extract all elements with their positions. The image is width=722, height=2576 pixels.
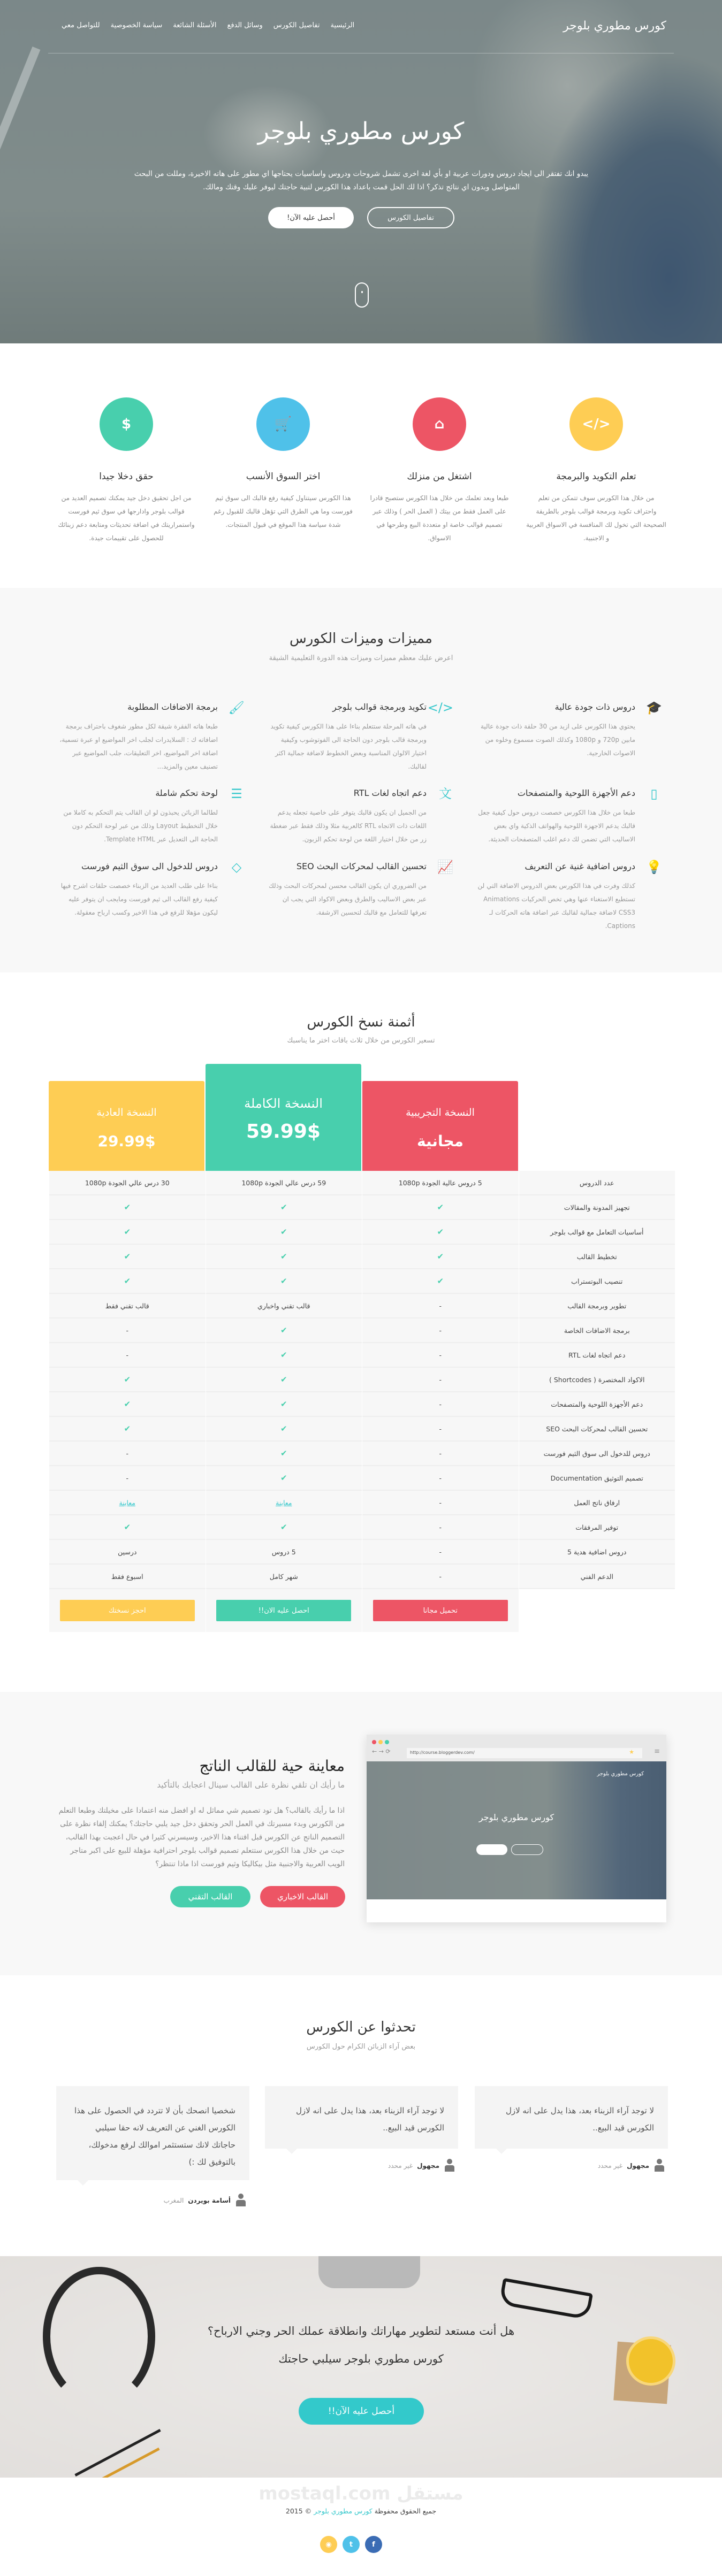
user-icon	[653, 2159, 665, 2173]
plan-name: النسخة الكاملة	[244, 1096, 323, 1111]
cta-get-now-button[interactable]: أحصل عليه الآن!!	[299, 2398, 424, 2425]
feature-text: طبعا من خلال هذا الكورس خصصت دروس حول كيفية جعل قالبك يدعم الاجهزة اللوحية والهواتف الذكية واي بعض الاساليب التي تضمن لك دعم اغلب المتصفحات الحديثة.	[478, 809, 635, 843]
pricing-cell	[206, 1442, 362, 1466]
pricing-cell	[49, 1245, 206, 1269]
pricing-cell	[206, 1515, 362, 1540]
pricing-cell	[49, 1466, 206, 1491]
intro-feature-text: من خلال هذا الكورس سوف تتمكن من تعلم واحتراف تكويد وبرمجة قوالب بلوجر بالطريقة الصحيحة التي تخول لك المنافسة في الاسواق العربية و الاجنبية.	[526, 494, 666, 542]
cell-value: -	[126, 1449, 129, 1458]
get-now-button[interactable]: أحصل عليه الآن!	[268, 207, 354, 228]
pricing-cell	[206, 1245, 362, 1269]
pricing-cell	[49, 1171, 206, 1195]
feature-title: دعم الأجهزة اللوحية والمتصفحات	[517, 788, 635, 798]
author-name: مجهول	[417, 2162, 439, 2169]
pricing-cell	[206, 1466, 362, 1491]
cell-value: -	[439, 1326, 442, 1335]
check-icon: ✔	[124, 1276, 131, 1286]
author-name: أسامة بويردن	[188, 2197, 231, 2204]
watermark-logo: مستقل mostaql.com	[259, 2483, 463, 2504]
check-icon: ✔	[124, 1202, 131, 1212]
language-icon: 文	[439, 786, 452, 801]
pricing-row	[49, 1245, 675, 1269]
check-icon: ✔	[280, 1350, 287, 1360]
feature-text: بناءا على طلب العديد من الزبناء خصصت حلقات اشرح فيها كيفية رفع القالب الى ثيم فورست ومايجب ان يتوفر عليه ليكون مؤهلا للرفع في هذا الاخير وكسب ارباح معقولة.	[60, 882, 218, 916]
minimize-dot-icon	[378, 1740, 383, 1744]
testimonials-subtitle: بعض آراء الزبائن الكرام حول الكورس	[306, 2043, 416, 2051]
pricing-cell	[49, 1540, 206, 1565]
cell-value: اسبوع فقط	[111, 1572, 143, 1581]
pricing-cell	[362, 1269, 519, 1294]
nav-payment[interactable]: وسائل الدفع	[227, 21, 263, 29]
copyright-year: © 2015	[285, 2507, 312, 2515]
pricing-row	[49, 1220, 675, 1245]
testimonial-text: لا توجد آراء الزبناء بعد، هذا يدل على انه لازل الكورس قيد البيع..	[505, 2106, 654, 2133]
nav-faq[interactable]: الأسئلة الشائعة	[173, 21, 217, 29]
cell-value: -	[126, 1474, 129, 1482]
pricing-cell	[362, 1442, 519, 1466]
feature-text: طبعا هاته الفقرة شيقة لكل مطور شغوف باحتراف برمجة اضافاته ك : السلايدرات لجلب اخر المواضيع او عبرة تسمية، اضافة اخر المواضيع، اخر التعليقات، جلب المواضيع عبر تصنيف معين والمزيد...	[59, 723, 218, 770]
pricing-row	[49, 1466, 675, 1491]
cell-value: -	[439, 1400, 442, 1408]
pricing-cell	[49, 1442, 206, 1466]
cell-value: -	[439, 1301, 442, 1310]
pricing-cell	[362, 1565, 519, 1589]
testimonial-box	[56, 2086, 249, 2180]
copyright-text: جميع الحقوق محفوظة	[374, 2507, 437, 2515]
check-icon: ✔	[280, 1227, 287, 1237]
preview-link[interactable]: معاينة	[119, 1498, 135, 1507]
pricing-cell	[362, 1466, 519, 1491]
pricing-row	[49, 1343, 675, 1368]
cell-value: -	[439, 1375, 442, 1384]
author-name: مجهول	[627, 2162, 649, 2169]
plan-price: 59.99$	[246, 1121, 321, 1143]
dollar-icon: $	[100, 397, 153, 451]
pricing-feature-label: أساسيات التعامل مع قوالب بلوجر	[519, 1220, 675, 1245]
testimonials-section	[0, 1975, 722, 2256]
feature-title: دروس للدخول الى سوق الثيم فورست	[81, 861, 218, 871]
pricing-button-cell	[362, 1589, 519, 1632]
preview-text: اذا ما رأيك بالقالب؟ هل تود تصميم شي مماثل له او افضل منه اعتمادا على مخيلتك وطبعا التعلم من الكورس وبدء مسيرتك في العمل الحر وتحقق دخل جيد يلبي حاجتك؟ يمكنك إلقاء نظرة على التصميم الناتج عن الكورس قبل اقتناء هذا الاخير، وسيسرني كثيرا في حال اعجبت بهذا القالب، حيث من خلال هذا الكورس ستتعلم تصميم قوالب بلوجر احترافية مؤهلة للبيع على اكبر متاجر الويب العربية والاجنبية مثل بيكاليكا وثيم فورست اذا ماذا تنتظر؟	[58, 1806, 345, 1868]
pricing-cell	[362, 1294, 519, 1318]
intro-feature	[526, 397, 666, 545]
feature-text: في هاته المرحلة ستتعلم بناءا على هذا الكورس كيفية تكويد وبرمجة قالب بلوجر دون الحاجة الى الفوتوشوب وكيفية اختيار الالوان المناسبة وبعض الخطوط لاضافة جمالية اكثر لقالبك.	[270, 723, 427, 770]
cell-value: 5 دروس عالية الجودة 1080p	[398, 1178, 482, 1187]
intro-feature-title: اشتغل من منزلك	[407, 471, 472, 482]
diamond-icon: ◇	[231, 860, 242, 875]
cta-headline: هل أنت مستعد لتطوير مهاراتك وانطلاقة عملك الحر وجني الارباح؟	[207, 2325, 515, 2337]
feature-title: تحسين القالب لمحركات البحث SEO	[296, 861, 427, 871]
pricing-cell	[362, 1195, 519, 1220]
pricing-table	[49, 1171, 675, 1632]
feature-item	[265, 788, 458, 846]
browser-chrome	[367, 1735, 666, 1761]
news-template-button[interactable]: القالب الاخباري	[260, 1886, 345, 1907]
course-details-button[interactable]: تفاصيل الكورس	[367, 207, 454, 228]
site-logo[interactable]: كورس مطوري بلوجر	[563, 19, 666, 33]
pricing-button-cell	[49, 1589, 206, 1632]
pricing-cell	[206, 1392, 362, 1417]
check-icon: ✔	[124, 1522, 131, 1532]
pricing-title: أثمنة نسخ الكورس	[307, 1014, 415, 1030]
preview-link[interactable]: معاينة	[276, 1498, 292, 1507]
pricing-row	[49, 1515, 675, 1540]
pricing-feature-label: دروس للدخول الى سوق الثيم فورست	[519, 1442, 675, 1466]
maximize-dot-icon	[385, 1740, 389, 1744]
pricing-cell	[362, 1540, 519, 1565]
features-section	[0, 588, 722, 972]
feature-item	[474, 702, 666, 760]
pricing-row	[49, 1417, 675, 1442]
hero-text: يبدو انك تفتقر الى ايجاد دروس ودورات عربية او بأي لغة اخرى تشمل شروحات ودروس واساسيات يحتاجها اي مطور على هاته الاخيرة، ومللت من البحث المتواصل وبدون اي نتائج تذكر؟ اذا لك الحل قمت باعداد هذا الكورس لتبية حاجتك ليوفر عليك وقتك ومالك.	[134, 170, 589, 191]
cell-value: قالب تقني فقط	[105, 1301, 149, 1310]
pencil-decoration	[97, 2448, 159, 2478]
copyright	[0, 2507, 722, 2515]
pricing-cell	[206, 1294, 362, 1318]
pricing-cell	[49, 1515, 206, 1540]
pricing-cell	[206, 1565, 362, 1589]
cell-value: 5 دروس	[271, 1547, 296, 1556]
user-icon	[444, 2159, 455, 2173]
cell-value: شهر كامل	[269, 1572, 298, 1581]
lightbulb-icon: 💡	[646, 860, 662, 875]
browser-screen	[367, 1761, 666, 1899]
check-icon: ✔	[437, 1227, 444, 1237]
tablet-icon: ▯	[650, 786, 658, 801]
plan-card	[49, 1081, 204, 1171]
nav-home[interactable]: الرئيسية	[330, 21, 355, 29]
pricing-cell	[49, 1220, 206, 1245]
feature-title: تكويد وبرمجة قوالب بلوجر	[332, 702, 427, 712]
pricing-feature-label: تحسين القالب لمحركات البحث SEO	[519, 1417, 675, 1442]
pricing-feature-label: تنصيب البوتستراب	[519, 1269, 675, 1294]
plan-button[interactable]: تحميل مجانا	[373, 1600, 508, 1621]
pricing-cell	[362, 1343, 519, 1368]
cell-value: درسين	[118, 1547, 137, 1556]
cell-value: -	[439, 1474, 442, 1482]
star-icon: ★	[629, 1749, 634, 1755]
pricing-feature-label: الدعم الفني	[519, 1565, 675, 1589]
features-subtitle: اعرض عليك معظم مميزات وميزات هذه الدورة التعليمية الشيقة	[269, 654, 453, 662]
feature-item	[56, 702, 249, 773]
pricing-row	[49, 1195, 675, 1220]
testimonials-title: تحدثوا عن الكورس	[306, 2019, 416, 2035]
plan-button[interactable]: احجز نسختك	[60, 1600, 195, 1621]
check-icon: ✔	[280, 1375, 287, 1384]
glasses-decoration	[499, 2278, 593, 2320]
check-icon: ✔	[280, 1252, 287, 1261]
pricing-button-cell	[206, 1589, 362, 1632]
pricing-cell	[362, 1220, 519, 1245]
twitter-icon[interactable]: t	[343, 2536, 360, 2553]
intro-feature-title: اختر السوق الأنسب	[246, 471, 321, 482]
user-icon	[235, 2194, 247, 2207]
pricing-row	[49, 1392, 675, 1417]
feature-text: من الضروري ان يكون القالب محسن لمحركات البحث وذلك عبر بعض الاساليب والطرق وبعض الاكواد التي يجب ان تعرفها للتعامل مع قالبك لتحسين الارشفة.	[268, 882, 427, 916]
intro-feature	[369, 397, 510, 545]
pricing-cell	[49, 1368, 206, 1392]
close-dot-icon	[372, 1740, 376, 1744]
pricing-subtitle: تسعير الكورس من خلال ثلاث باقات اختر ما يناسبك	[287, 1037, 435, 1045]
check-icon: ✔	[280, 1276, 287, 1286]
pricing-cell	[206, 1417, 362, 1442]
pricing-section	[0, 972, 722, 1692]
pricing-cell	[206, 1195, 362, 1220]
cta-subheadline: كورس مطوري بلوجر سيلبي حاجتك	[278, 2352, 444, 2365]
pricing-feature-label: دعم الأجهزة اللوحية والمتصفحات	[519, 1392, 675, 1417]
intro-section	[0, 343, 722, 588]
pricing-cell	[206, 1368, 362, 1392]
plan-card	[206, 1064, 361, 1171]
feature-item	[474, 788, 666, 846]
pricing-cell	[206, 1269, 362, 1294]
testimonial-box	[265, 2086, 458, 2149]
pricing-feature-label: توفير المرفقات	[519, 1515, 675, 1540]
lamp-decoration	[0, 47, 40, 327]
pricing-row	[49, 1540, 675, 1565]
graduation-cap-icon: 🎓	[646, 700, 662, 715]
pricing-feature-label: دعم اتجاه لغات RTL	[519, 1343, 675, 1368]
pricing-cell	[362, 1491, 519, 1515]
feature-item	[56, 861, 249, 919]
check-icon: ✔	[124, 1227, 131, 1237]
pricing-row	[49, 1368, 675, 1392]
sliders-icon: ☰	[231, 786, 242, 801]
check-icon: ✔	[280, 1399, 287, 1409]
pricing-cell	[49, 1294, 206, 1318]
intro-feature-title: تعلم التكويد والبرمجة	[556, 471, 636, 482]
pricing-row	[49, 1442, 675, 1466]
cell-value: -	[126, 1326, 129, 1335]
cell-value: -	[439, 1523, 442, 1531]
pricing-cell	[49, 1195, 206, 1220]
cell-value: 59 درس عالي الجودة 1080p	[241, 1178, 326, 1187]
hero-section	[0, 0, 722, 343]
intro-feature	[213, 397, 353, 532]
pricing-feature-label: تطوير وبرمجة القالب	[519, 1294, 675, 1318]
intro-feature-text: من اجل تحقيق دخل جيد يمكنك تصميم العديد من قوالب بلوجر وادارجها في سوق ثيم فورست واستمراريتك في اضافة تحديثات ومتابعة دعم زبنائك للحصول على تقييمات جيدة.	[58, 494, 195, 542]
nav-course-details[interactable]: تفاصيل الكورس	[273, 21, 320, 29]
pricing-row	[49, 1294, 675, 1318]
cell-value: -	[439, 1351, 442, 1359]
browser-url: http://course.bloggerdev.com/	[407, 1748, 642, 1758]
author-location: غير محدد	[387, 2162, 413, 2169]
cell-value: -	[439, 1449, 442, 1458]
feature-title: برمجة الاضافات المطلوبة	[127, 702, 218, 712]
check-icon: ✔	[280, 1424, 287, 1433]
cell-value: -	[126, 1351, 129, 1359]
cell-value: -	[439, 1572, 442, 1581]
pricing-feature-label: تخطيط القالب	[519, 1245, 675, 1269]
pricing-cell	[49, 1491, 206, 1515]
testimonial-text: لا توجد آراء الزبناء بعد، هذا يدل على انه لازل الكورس قيد البيع..	[295, 2106, 444, 2133]
author-location: غير محدد	[597, 2162, 623, 2169]
mini-hero-title: كورس مطوري بلوجر	[478, 1812, 554, 1822]
pricing-cell	[49, 1417, 206, 1442]
pricing-cell	[362, 1245, 519, 1269]
cart-icon: 🛒	[256, 397, 310, 451]
check-icon: ✔	[280, 1448, 287, 1458]
feature-title: دعم اتجاه لغات RTL	[353, 788, 427, 798]
pricing-cell	[49, 1565, 206, 1589]
pricing-row	[49, 1491, 675, 1515]
plan-button[interactable]: احصل عليه الان!!	[216, 1600, 351, 1621]
pricing-feature-label: الاكواد المختصرة ( Shortcodes )	[519, 1368, 675, 1392]
testimonial-text: شخصيا انصحك بأن لا تتردد في الحصول على هذا الكورس الغني عن التعريف لانه حقا سيلبي حاجاتك لانك ستستثمر اموالك لرفع مدخولك، بالتوفيق لك :)	[74, 2106, 235, 2167]
preview-subtitle: ما رأيك ان تلقي نظرة على القالب سينال اعجابك بالتأكيد	[157, 1780, 345, 1790]
pricing-feature-label: تصميم التوثيق Documentation	[519, 1466, 675, 1491]
pricing-cell	[206, 1491, 362, 1515]
intro-feature	[56, 397, 196, 545]
check-icon: ✔	[437, 1252, 444, 1261]
nav-arrows-icon: ← → ⟳	[372, 1748, 391, 1755]
pricing-feature-label: دروس اضافية هدية 5	[519, 1540, 675, 1565]
check-icon: ✔	[437, 1202, 444, 1212]
feature-text: يحتوي هذا الكورس على ازيد من 30 حلقة ذات جودة عالية مابين 720p و 1080p وكذلك الصوت مسموع وخلوه من الاصوات الخارجية.	[480, 723, 635, 757]
pricing-cell	[362, 1318, 519, 1343]
empty-cell	[519, 1589, 675, 1632]
nav-contact[interactable]: للتواصل معي	[62, 21, 100, 29]
plan-price: مجانية	[417, 1132, 463, 1150]
cell-value: -	[439, 1547, 442, 1556]
scroll-mouse-icon[interactable]	[355, 282, 369, 308]
pricing-cell	[49, 1318, 206, 1343]
feature-title: دروس ذات جودة عالية	[554, 702, 635, 712]
intro-feature-text: هذا الكورس سيتناول كيفية رفع قالبك الى سوق ثيم فورست وما هي الطرق التي تؤهل قالبك للقبول رغم شدة سياسة هذا الموقع في قبول المنتجات.	[214, 494, 353, 528]
pricing-cell	[206, 1171, 362, 1195]
feature-text: كذلك وفرت في هذا الكورس بعض الدروس الاضافة التي لن تستطيع الاستغناء عنها وهي تخص الحركيات Animations CSS3 لاضافة جمالية لقالبك عبر اضافة هاته الحركات لـ Captions.	[477, 882, 635, 930]
feature-text: من الجميل ان يكون قالبك يتوفر على خاصية تجعله يدعم اللغات ذات الاتجاه RTL كالعربية مثلا وذلك فقط عبر ضغطة زر من خلال اختيار اللغة من لوحة تحكم الزبون.	[270, 809, 427, 843]
pricing-cell	[49, 1269, 206, 1294]
check-icon: ✔	[124, 1424, 131, 1433]
code-icon: </>	[569, 397, 623, 451]
pricing-feature-label: ارفاق ناتج العمل	[519, 1491, 675, 1515]
feature-title: دروس اضافية غنية عن التعريف	[525, 861, 635, 871]
footer	[0, 2478, 722, 2576]
feature-item	[474, 861, 666, 933]
plan-card	[362, 1081, 518, 1171]
plan-name: النسخة التجريبية	[406, 1107, 475, 1118]
browser-mockup	[367, 1735, 666, 1922]
check-icon: ✔	[124, 1252, 131, 1261]
code-icon: </>	[427, 700, 453, 715]
brush-icon: 🖌	[228, 700, 245, 715]
pricing-cell	[49, 1392, 206, 1417]
check-icon: ✔	[280, 1522, 287, 1532]
feature-item	[56, 788, 249, 846]
check-icon: ✔	[124, 1375, 131, 1384]
feature-title: لوحة تحكم شاملة	[155, 788, 218, 798]
chart-icon: 📈	[437, 860, 453, 875]
facebook-icon[interactable]: f	[365, 2536, 382, 2553]
nav-privacy[interactable]: سياسة الخصوصية	[110, 21, 163, 29]
pricing-feature-label: عدد الدروس	[519, 1171, 675, 1195]
home-icon: ⌂	[413, 397, 466, 451]
pricing-cell	[362, 1392, 519, 1417]
pricing-row	[49, 1171, 675, 1195]
pricing-feature-label: برمجة الاضافات الخاصة	[519, 1318, 675, 1343]
pricing-buttons-row	[49, 1589, 675, 1632]
cta-section	[0, 2256, 722, 2478]
pricing-cell	[206, 1343, 362, 1368]
check-icon: ✔	[124, 1399, 131, 1409]
feature-item	[265, 861, 458, 919]
rss-icon[interactable]: ◉	[320, 2536, 337, 2553]
pricing-cell	[206, 1220, 362, 1245]
main-nav	[62, 21, 354, 29]
check-icon: ✔	[280, 1473, 287, 1483]
mini-logo: كورس مطوري بلوجر	[597, 1771, 644, 1777]
cell-value: -	[439, 1498, 442, 1507]
intro-feature-text: طبعا وبعد تعلمك من خلال هذا الكورس ستصبح قادرا على العمل فقط من بيتك ( العمل الحر ) وذلك عبر تصميم قوالب خاصة او متعددة البيع وطرحها في الاسواق.	[370, 494, 509, 542]
pricing-cell	[206, 1540, 362, 1565]
pricing-cell	[206, 1318, 362, 1343]
features-title: مميزات وميزات الكورس	[290, 631, 432, 647]
pricing-cell	[362, 1171, 519, 1195]
pricing-row	[49, 1565, 675, 1589]
footer-site-link[interactable]: كورس مطوري بلوجر	[314, 2507, 373, 2515]
preview-title: معاينة حية للقالب الناتج	[199, 1757, 345, 1775]
monitor-stand-decoration	[318, 2256, 420, 2288]
menu-icon: ≡	[654, 1747, 660, 1755]
cell-value: قالب تقني واخباري	[257, 1301, 310, 1310]
hero-title: كورس مطوري بلوجر	[257, 118, 465, 145]
pricing-cell	[362, 1417, 519, 1442]
intro-feature-title: حقق دخلا جيدا	[99, 471, 154, 482]
check-icon: ✔	[280, 1325, 287, 1335]
pricing-row	[49, 1318, 675, 1343]
check-icon: ✔	[437, 1276, 444, 1286]
tech-template-button[interactable]: القالب التقني	[170, 1886, 250, 1907]
check-icon: ✔	[280, 1202, 287, 1212]
testimonial-box	[475, 2086, 668, 2149]
feature-item	[265, 702, 458, 773]
pricing-cell	[362, 1368, 519, 1392]
cell-value: 30 درس عالي الجودة 1080p	[85, 1178, 170, 1187]
plan-name: النسخة العادية	[96, 1107, 157, 1118]
pricing-feature-label: تجهيز المدونة والمقالات	[519, 1195, 675, 1220]
testimonial-author	[598, 2159, 665, 2173]
author-location: المغرب	[163, 2197, 184, 2204]
cell-value: -	[439, 1424, 442, 1433]
testimonial-author	[388, 2159, 455, 2173]
feature-text: لطالما الزبائن يحبذون لو ان القالب يتم التحكم به كاملا من خلال التخطيط Layout وذلك من عبر لوحة التحكم دون الحاجة الى التعديل عبر Template HTML.	[63, 809, 218, 843]
plan-price: 29.99$	[97, 1132, 156, 1150]
pricing-cell	[362, 1515, 519, 1540]
pricing-row	[49, 1269, 675, 1294]
testimonial-author	[164, 2194, 247, 2207]
pricing-cell	[49, 1343, 206, 1368]
